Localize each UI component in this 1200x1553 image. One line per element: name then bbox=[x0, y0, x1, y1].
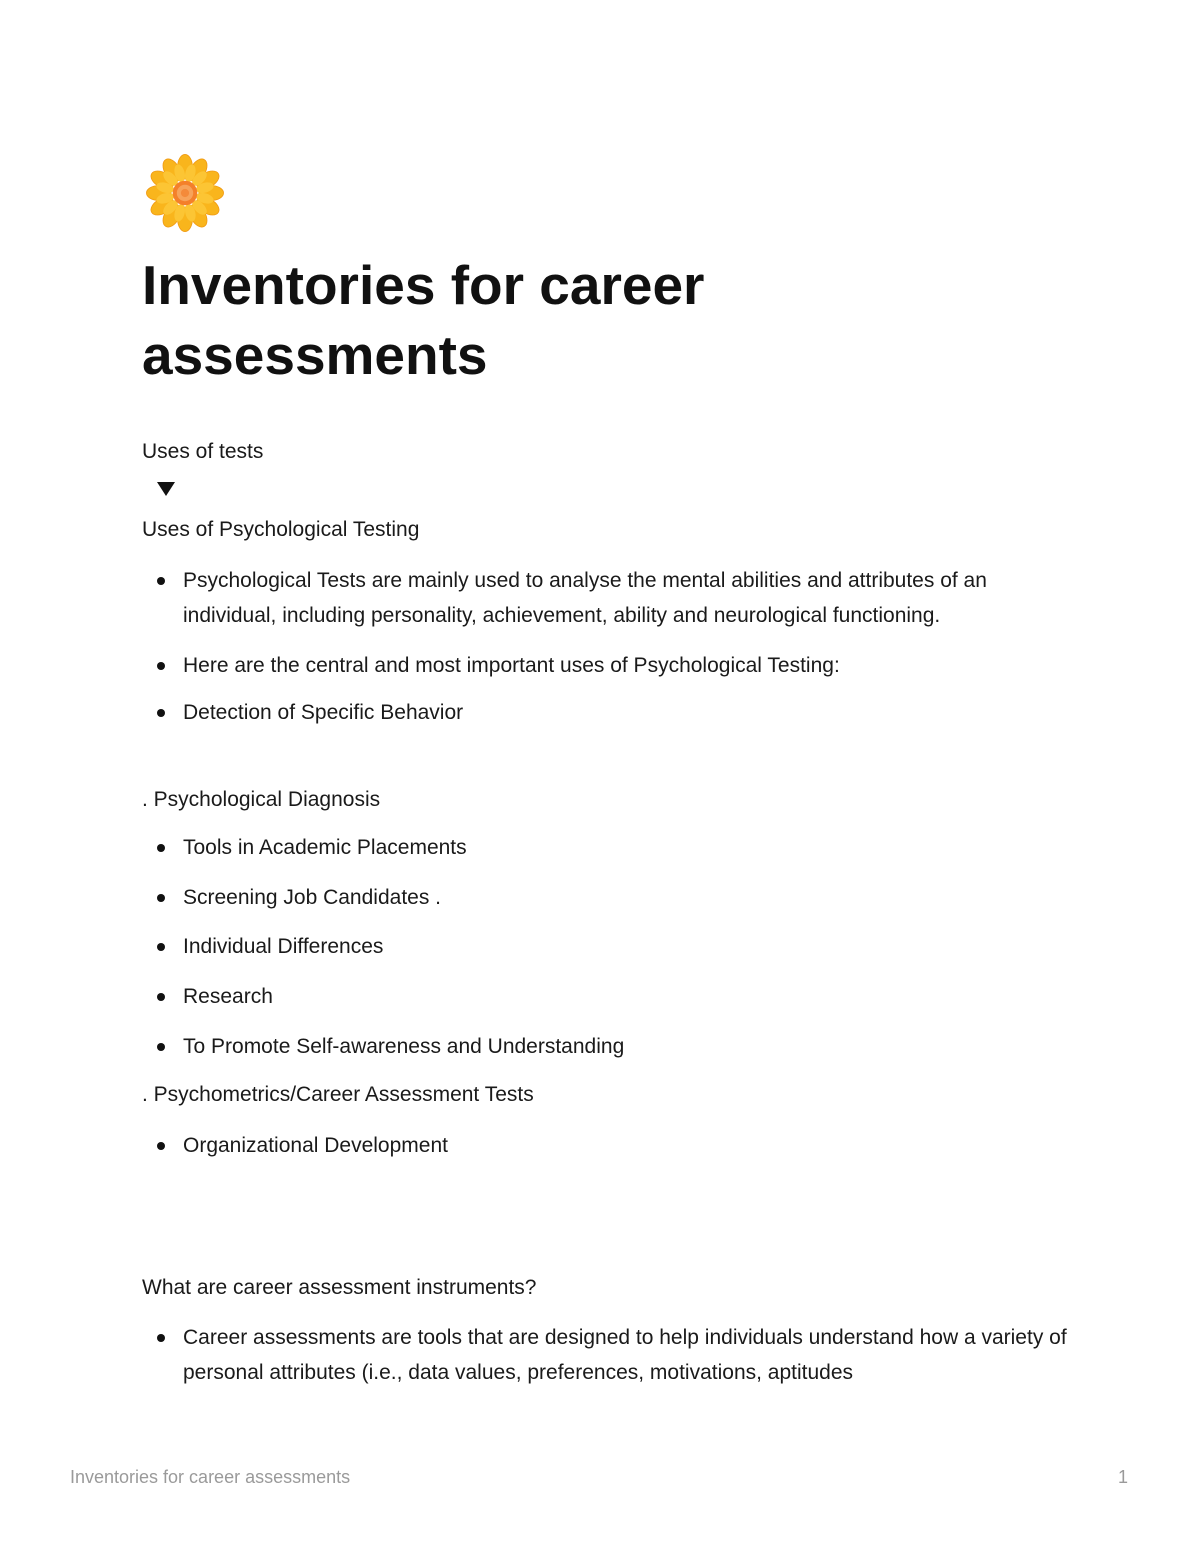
bullet-dot bbox=[157, 577, 165, 585]
bullet-dot bbox=[157, 662, 165, 670]
sunflower-icon bbox=[144, 152, 226, 234]
list-item: Detection of Specific Behavior bbox=[142, 695, 1082, 730]
bullet-dot bbox=[157, 943, 165, 951]
list-item: Screening Job Candidates . bbox=[142, 880, 1082, 915]
bullet-dot bbox=[157, 993, 165, 1001]
bullet-dot bbox=[157, 1334, 165, 1342]
list-item: Here are the central and most important uses of Psychological Testing: bbox=[142, 648, 1082, 683]
list-item: Individual Differences bbox=[142, 929, 1082, 964]
bullet-dot bbox=[157, 1142, 165, 1150]
list-item: Career assessments are tools that are designed to help individuals understand how a variety of personal attributes (i.e., data values, preferences, motivations, aptitudes bbox=[142, 1320, 1082, 1390]
page-title: Inventories for career assessments bbox=[142, 254, 705, 386]
footer-document-title: Inventories for career assessments bbox=[70, 1467, 351, 1487]
bullet-dot bbox=[157, 894, 165, 902]
bullet-dot bbox=[157, 1043, 165, 1051]
list-item: Psychological Tests are mainly used to analyse the mental abilities and attributes of an individual, including personality, achievement, ability and neurological functioning. bbox=[142, 563, 1082, 633]
uses-list-continued bbox=[142, 830, 1082, 1064]
career-assessment-list bbox=[142, 1320, 1082, 1390]
career-assessment-question: What are career assessment instruments? bbox=[142, 1276, 537, 1299]
footer-page-number: 1 bbox=[1117, 1467, 1128, 1487]
list-item: Organizational Development bbox=[142, 1128, 1082, 1163]
list-item: Research bbox=[142, 979, 1082, 1014]
bullet-dot bbox=[157, 709, 165, 717]
toggle-triangle-down-icon[interactable] bbox=[155, 478, 177, 500]
list-item: To Promote Self-awareness and Understanding bbox=[142, 1029, 1082, 1064]
uses-of-tests-text: Uses of tests bbox=[142, 440, 264, 463]
list-item: Tools in Academic Placements bbox=[142, 830, 1082, 865]
bullet-dot bbox=[157, 844, 165, 852]
psychological-diagnosis-text: . Psychological Diagnosis bbox=[142, 788, 381, 811]
toggle-heading: Uses of Psychological Testing bbox=[142, 518, 420, 541]
org-dev-list bbox=[142, 1128, 1082, 1163]
psychometrics-text: . Psychometrics/Career Assessment Tests bbox=[142, 1083, 534, 1106]
uses-list bbox=[142, 563, 1082, 730]
